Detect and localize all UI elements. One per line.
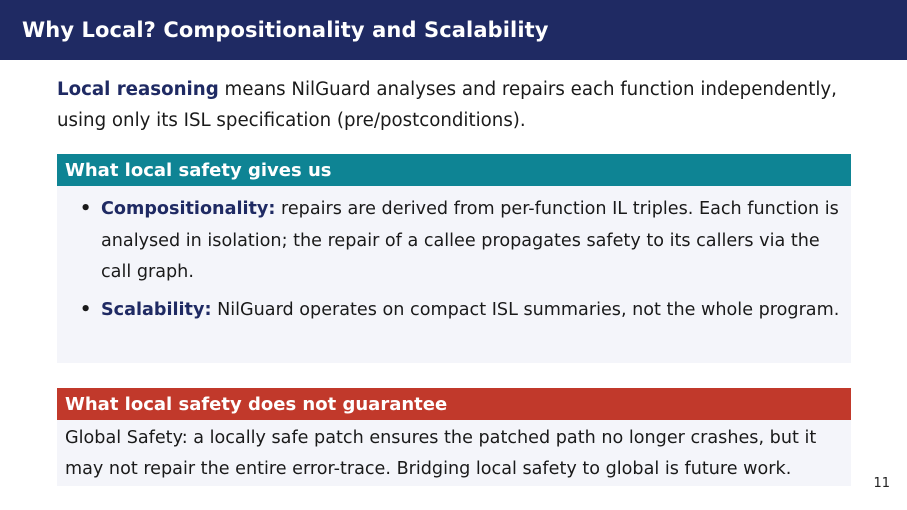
block-what-local-safety-gives xyxy=(57,154,851,363)
item-term: Scalability: xyxy=(101,299,212,320)
intro-lead-term: Local reasoning xyxy=(57,79,219,100)
benefits-list xyxy=(79,194,843,326)
page-number: 11 xyxy=(873,476,890,491)
block-not-text: Global Safety: a locally safe patch ensures the patched path no longer crashes, but it may not repair the entire error-trace. Bridging local safety to global is future work. xyxy=(65,428,817,479)
item-term: Compositionality: xyxy=(101,199,276,219)
item-text: NilGuard operates on compact ISL summaries, not the whole program. xyxy=(211,299,840,320)
block-not-heading: What local safety does not guarantee xyxy=(65,393,448,415)
block-gives-body xyxy=(57,186,851,363)
bullet-icon: • xyxy=(80,299,92,320)
slide-title-bar xyxy=(0,0,907,60)
block-not-header xyxy=(57,388,851,420)
item-text: repairs are derived from per-function IL triples. Each function is analysed in isolation; the repair of a callee propagates safety to its callers via the call graph. xyxy=(101,199,839,282)
intro-text: means NilGuard analyses and repairs each function independently, using only its ISL specification (pre/postconditions). xyxy=(57,79,837,131)
block-gives-heading: What local safety gives us xyxy=(65,159,332,181)
slide-title: Why Local? Compositionality and Scalability xyxy=(22,18,549,42)
block-what-local-safety-does-not-guarantee xyxy=(57,388,851,486)
list-item xyxy=(79,194,843,289)
list-item xyxy=(79,295,843,327)
block-not-body xyxy=(57,420,851,486)
intro-paragraph xyxy=(57,74,857,136)
block-gives-header xyxy=(57,154,851,186)
bullet-icon: • xyxy=(80,199,92,219)
